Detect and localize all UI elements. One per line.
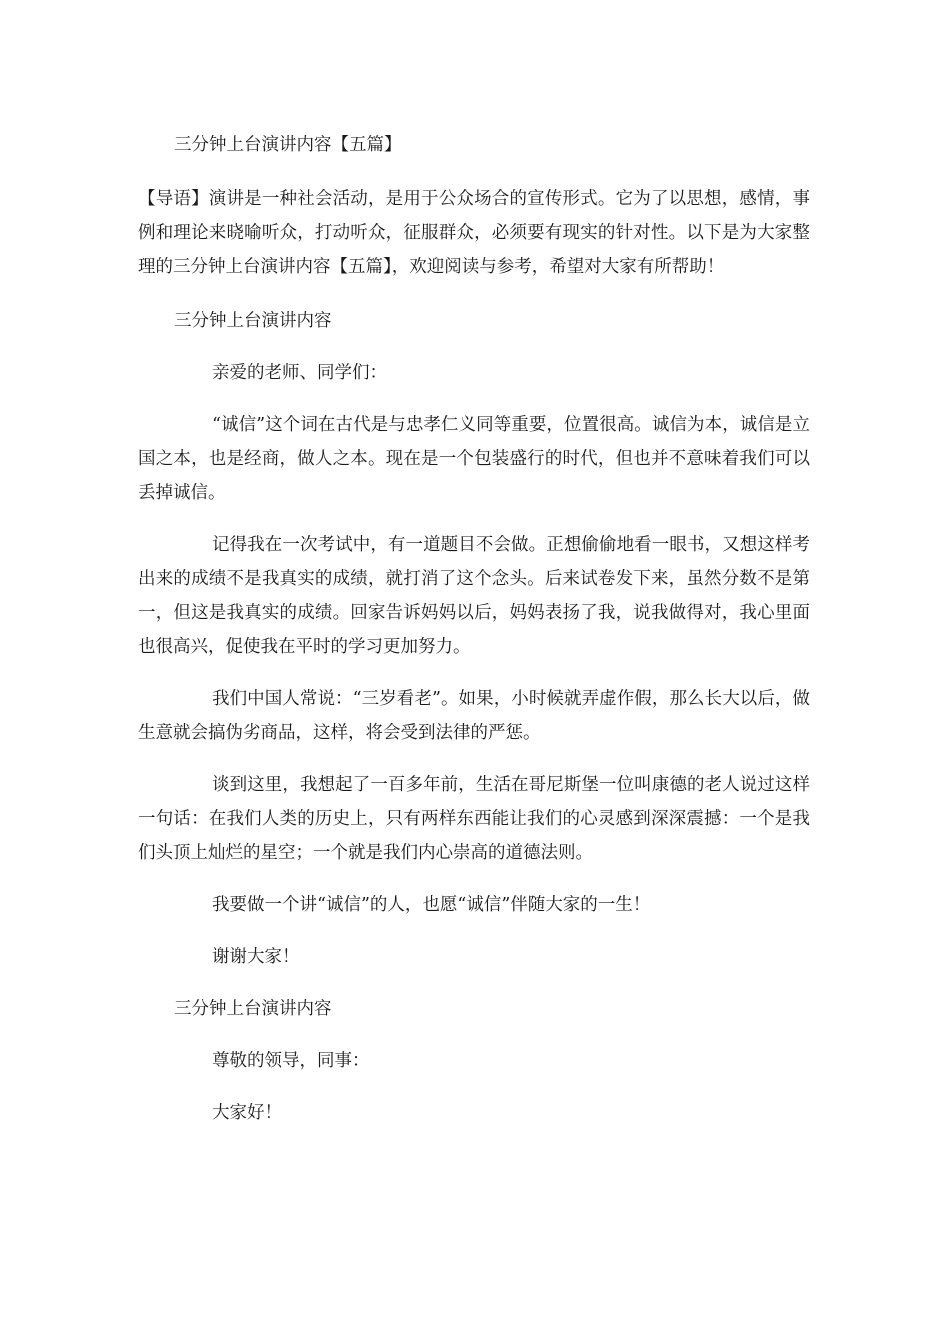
salutation-1: 亲爱的老师、同学们： (212, 363, 387, 383)
body-paragraph: 谈到这里，我想起了一百多年前，生活在哥尼斯堡一位叫康德的老人说过这样一句话：在我们人类的历史上，只有两样东西能让我们的心灵感到深深震撼：一个是我们头顶上灿烂的星空；一个就是我们内心崇高的道德法则。 (138, 775, 810, 863)
section-heading-1: 三分钟上台演讲内容 (174, 311, 332, 331)
salutation-2: 尊敬的领导，同事： (212, 1051, 370, 1071)
document-title: 三分钟上台演讲内容【五篇】 (174, 135, 402, 155)
section-heading-2: 三分钟上台演讲内容 (174, 999, 332, 1019)
body-paragraph: 我们中国人常说：“三岁看老”。如果，小时候就弄虚作假，那么长大以后，做生意就会搞伪劣商品，这样，将会受到法律的严惩。 (138, 689, 810, 743)
body-paragraph: 记得我在一次考试中，有一道题目不会做。正想偷偷地看一眼书，又想这样考出来的成绩不是我真实的成绩，就打消了这个念头。后来试卷发下来，虽然分数不是第一，但这是我真实的成绩。回家告诉妈妈以后，妈妈表扬了我，说我做得对，我心里面也很高兴，促使我在平时的学习更加努力。 (138, 535, 810, 657)
body-paragraph: 我要做一个讲“诚信”的人，也愿“诚信”伴随大家的一生！ (212, 895, 651, 915)
greeting-2: 大家好！ (212, 1103, 282, 1123)
intro-paragraph: 【导语】演讲是一种社会活动，是用于公众场合的宣传形式。它为了以思想，感情，事例和理论来晓喻听众，打动听众，征服群众，必须要有现实的针对性。以下是为大家整理的三分钟上台演讲内容【五篇】，欢迎阅读与参考，希望对大家有所帮助！ (138, 189, 810, 277)
body-paragraph: “诚信”这个词在古代是与忠孝仁义同等重要，位置很高。诚信为本，诚信是立国之本，也是经商，做人之本。现在是一个包装盛行的时代，但也并不意味着我们可以丢掉诚信。 (138, 415, 810, 503)
document-body (138, 128, 810, 1130)
closing-line-1: 谢谢大家！ (212, 947, 300, 967)
